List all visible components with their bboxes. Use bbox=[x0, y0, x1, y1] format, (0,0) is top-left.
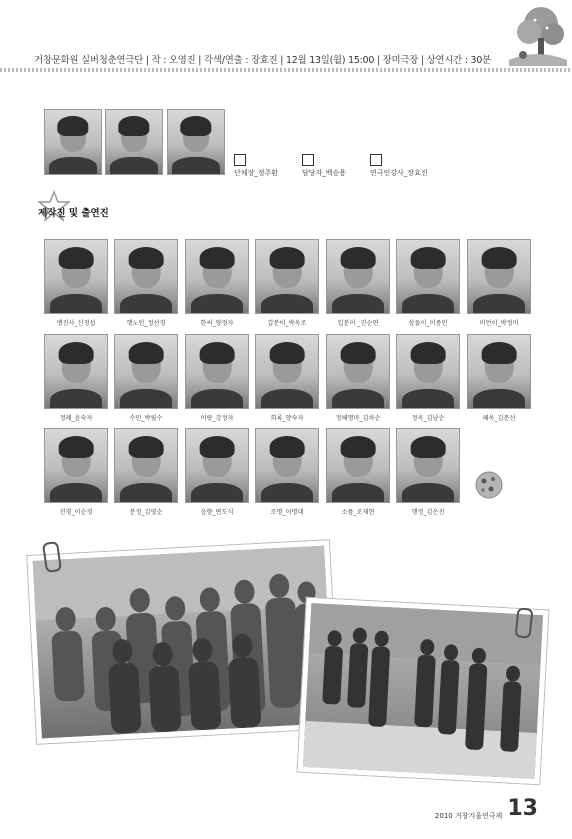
cast-caption: 삼돌이_이종민 bbox=[408, 320, 448, 327]
cast-photo bbox=[326, 428, 390, 503]
staff-marker-box-2 bbox=[302, 154, 314, 166]
cast-photo bbox=[326, 334, 390, 409]
cast-caption: 희록_양숙자 bbox=[270, 415, 304, 422]
cast-caption: 분정_김영순 bbox=[129, 509, 163, 516]
cast-caption: 혜옥_김문선 bbox=[482, 415, 516, 422]
cast-photo bbox=[44, 239, 108, 314]
cast-caption: 조명_이명대 bbox=[270, 509, 304, 516]
staff-label-1: 단체장_정주환 bbox=[234, 169, 279, 177]
cast-caption: 진경_이순경 bbox=[59, 509, 93, 516]
staff-photo-1 bbox=[44, 109, 102, 175]
cast-photo bbox=[114, 334, 178, 409]
cast-caption: 음향_변도식 bbox=[200, 509, 234, 516]
cast-caption: 이랑_강정자 bbox=[200, 415, 234, 422]
cast-caption: 소품_조재현 bbox=[341, 509, 375, 516]
staff-marker-box-1 bbox=[234, 154, 246, 166]
cast-caption: 한씨_양정자 bbox=[200, 320, 234, 327]
group-photo-figures bbox=[33, 545, 334, 738]
group-photo-cast bbox=[27, 540, 338, 744]
stage-photo-figures bbox=[303, 603, 543, 779]
cast-photo bbox=[255, 428, 319, 503]
cast-photo bbox=[467, 334, 531, 409]
cast-photo bbox=[467, 239, 531, 314]
header-dotted-rule bbox=[0, 68, 572, 72]
stage-photo-rehearsal bbox=[298, 598, 549, 784]
cast-photo bbox=[396, 239, 460, 314]
paper-clip-icon bbox=[514, 607, 533, 639]
tree-illustration-icon bbox=[505, 4, 569, 66]
staff-marker-box-3 bbox=[370, 154, 382, 166]
cast-caption: 행정_김은진 bbox=[411, 509, 445, 516]
cast-photo bbox=[114, 239, 178, 314]
staff-photo-2 bbox=[105, 109, 163, 175]
footer-event-name: 2010 거창겨울연극제 bbox=[434, 812, 503, 820]
cast-caption: 정옥_김남순 bbox=[411, 415, 445, 422]
cast-caption: 정례_윤숙자 bbox=[59, 415, 93, 422]
cast-photo bbox=[255, 239, 319, 314]
section-title: 제작진 및 출연진 bbox=[38, 208, 109, 219]
cast-photo bbox=[114, 428, 178, 503]
cast-caption: 미언이_박정미 bbox=[479, 320, 519, 327]
header-info-line: 거창문화원 실버청춘연극단 | 작 : 오영진 | 각색/연출 : 장효진 | 12월 13일(월) 15:00 | 장미극장 | 상연시간 : 30분 bbox=[34, 55, 491, 66]
cast-photo bbox=[44, 428, 108, 503]
cast-photo bbox=[396, 334, 460, 409]
cast-caption: 정해명마_김차순 bbox=[335, 415, 381, 422]
staff-photo-3 bbox=[167, 109, 225, 175]
cast-caption: 수민_박필수 bbox=[129, 415, 163, 422]
cast-caption: 입분이 _진순연 bbox=[337, 320, 379, 327]
cast-photo bbox=[185, 428, 249, 503]
decorative-ball-icon bbox=[474, 470, 504, 500]
cast-caption: 갑분이_박옥조 bbox=[267, 320, 307, 327]
cast-photo bbox=[185, 239, 249, 314]
cast-caption: 행노인_정선경 bbox=[126, 320, 166, 327]
staff-label-2: 담당자_백승용 bbox=[302, 169, 347, 177]
cast-caption: 맹진사_신정섭 bbox=[56, 320, 96, 327]
cast-photo bbox=[185, 334, 249, 409]
paper-clip-icon bbox=[42, 541, 62, 573]
page-footer bbox=[435, 796, 538, 821]
page-number: 13 bbox=[507, 796, 538, 821]
cast-photo bbox=[255, 334, 319, 409]
cast-photo bbox=[44, 334, 108, 409]
cast-photo bbox=[396, 428, 460, 503]
staff-label-3: 연극인강사_장효진 bbox=[370, 169, 428, 177]
cast-photo bbox=[326, 239, 390, 314]
